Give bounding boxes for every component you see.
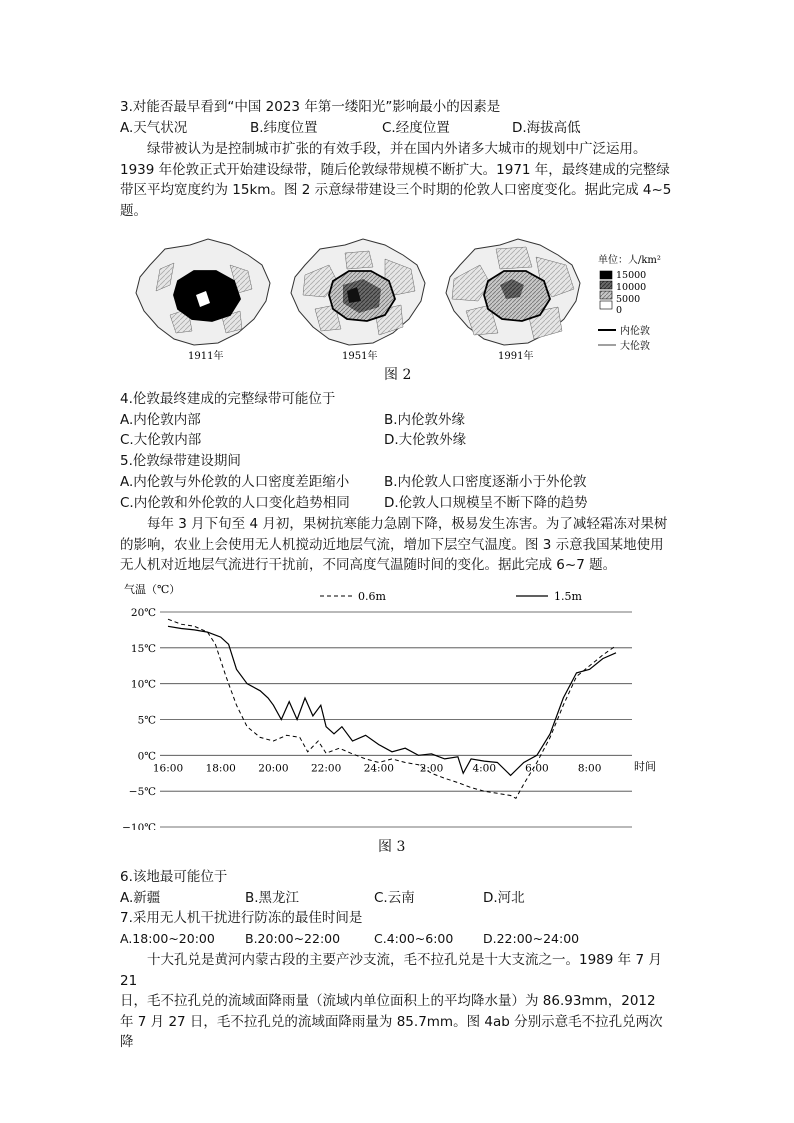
q3-option-c: C.经度位置	[382, 120, 450, 136]
q5-option-b: B.内伦敦人口密度逐渐小于外伦敦	[384, 474, 587, 490]
map-year-1951: 1951年	[342, 351, 378, 362]
legend-swatch-0	[600, 301, 612, 309]
y-tick-label: −10℃	[122, 822, 156, 830]
passage-kongdui-line: 年 7 月 27 日，毛不拉孔兑的流域面降雨量为 85.7mm。图 4ab 分别示意毛不拉孔兑两次降	[120, 1013, 663, 1051]
q7-option-d: D.22:00~24:00	[483, 931, 580, 946]
figure-3-chart	[120, 580, 680, 830]
figure-3-caption: 图 3	[378, 839, 406, 855]
legend-level-10000: 10000	[616, 282, 647, 293]
q6-option-c: C.云南	[374, 890, 415, 906]
x-tick-label: 2:00	[419, 762, 444, 775]
passage-frost-line: 每年 3 月下旬至 4 月初，果树抗寒能力急剧下降，极易发生冻害。为了减轻霜冻对果树	[147, 516, 668, 532]
y-tick-label: 0℃	[137, 750, 156, 763]
x-tick-label: 24:00	[363, 762, 394, 775]
y-tick-label: 15℃	[130, 642, 156, 655]
q4-option-d: D.大伦敦外缘	[384, 432, 467, 448]
map-1991	[446, 239, 580, 345]
legend-inner-label: 内伦敦	[620, 326, 650, 337]
q5-option-d: D.伦敦人口规模呈不断下降的趋势	[384, 495, 588, 511]
x-tick-label: 16:00	[152, 762, 184, 775]
q5-option-c: C.内伦敦和外伦敦的人口变化趋势相同	[120, 495, 350, 511]
passage-frost-line: 的影响，农业上会使用无人机搅动近地层气流，增加下层空气温度。图 3 示意我国某地使用	[120, 536, 664, 553]
passage-greenbelt-line: 1939 年伦敦正式开始建设绿带，随后伦敦绿带规模不断扩大。1971 年，最终建成的完整绿	[120, 161, 670, 178]
passage-frost-line: 无人机对近地层气流进行干扰前，不同高度气温随时间的变化。据此完成 6~7 题。	[120, 557, 617, 574]
q6-option-a: A.新疆	[120, 890, 161, 906]
q7-stem: 7.采用无人机干扰进行防冻的最佳时间是	[120, 910, 363, 926]
passage-greenbelt-line: 绿带被认为是控制城市扩张的有效手段，并在国内外诸多大城市的规划中广泛运用。	[147, 141, 647, 157]
legend-outer-label: 大伦敦	[620, 341, 650, 352]
passage-frost	[120, 514, 676, 576]
legend-level-0: 0	[616, 305, 623, 316]
x-tick-label: 6:00	[525, 762, 549, 775]
legend-swatch-5000	[600, 291, 612, 299]
legend-series-0: 0.6m	[358, 590, 386, 603]
q3-option-a: A.天气状况	[120, 120, 188, 136]
q7-option-a: A.18:00~20:00	[120, 931, 215, 946]
q6-option-d: D.河北	[483, 890, 525, 906]
chart-y-ticks	[122, 607, 156, 830]
q3-option-b: B.纬度位置	[250, 120, 318, 136]
legend-swatch-10000	[600, 281, 612, 289]
chart-grid	[160, 612, 632, 827]
passage-greenbelt-line: 带区平均宽度约为 15km。图 2 示意绿带建设三个时期的伦敦人口密度变化。据此完成 4~5	[120, 182, 672, 199]
y-tick-label: 20℃	[130, 607, 156, 619]
q3-stem: 3.对能否最早看到“中国 2023 年第一缕阳光”影响最小的因素是	[120, 99, 501, 115]
passage-kongdui-line: 日，毛不拉孔兑的流域面降雨量（流域内单位面积上的平均降水量）为 86.93mm，2012	[120, 993, 656, 1010]
q7-option-b: B.20:00~22:00	[245, 931, 341, 946]
passage-greenbelt	[120, 139, 676, 221]
chart-x-ticks	[153, 762, 602, 774]
y-tick-label: −5℃	[128, 786, 156, 799]
q4-option-a: A.内伦敦内部	[120, 412, 201, 428]
legend-level-5000: 5000	[616, 294, 641, 305]
map-1951	[291, 239, 425, 345]
figure-2-caption: 图 2	[384, 367, 412, 383]
legend-unit: 单位：人/km²	[598, 255, 661, 266]
q5-option-a: A.内伦敦与外伦敦的人口密度差距缩小	[120, 474, 350, 490]
legend-level-15000: 15000	[616, 270, 647, 281]
passage-kongdui-line: 十大孔兑是黄河内蒙古段的主要产沙支流，毛不拉孔兑是十大支流之一。1989 年 7 月 21	[120, 952, 662, 989]
y-tick-label: 10℃	[130, 678, 156, 691]
q3-option-d: D.海拔高低	[512, 120, 581, 136]
q4-option-c: C.大伦敦内部	[120, 432, 202, 448]
x-tick-label: 20:00	[258, 762, 289, 775]
map-year-1991: 1991年	[498, 351, 534, 362]
map-1911	[136, 239, 270, 345]
x-tick-label: 8:00	[577, 762, 602, 775]
passage-greenbelt-line: 题。	[120, 202, 147, 219]
q5-stem: 5.伦敦绿带建设期间	[120, 453, 241, 469]
q7-option-c: C.4:00~6:00	[374, 931, 454, 946]
chart-y-axis-label: 气温（℃）	[124, 583, 181, 596]
q6-stem: 6.该地最可能位于	[120, 869, 228, 885]
q4-stem: 4.伦敦最终建成的完整绿带可能位于	[120, 391, 336, 407]
x-tick-label: 4:00	[472, 762, 497, 775]
figure-2-maps	[130, 235, 690, 365]
map-legend	[598, 253, 661, 352]
map-year-1911: 1911年	[188, 351, 224, 362]
legend-swatch-15000	[600, 271, 612, 279]
passage-kongdui	[120, 950, 676, 1053]
y-tick-label: 5℃	[137, 714, 156, 727]
q4-option-b: B.内伦敦外缘	[384, 412, 466, 428]
legend-series-1: 1.5m	[554, 590, 582, 603]
q6-option-b: B.黑龙江	[245, 890, 300, 906]
series-line-1	[168, 626, 616, 775]
x-tick-label: 22:00	[310, 762, 342, 775]
x-tick-label: 18:00	[205, 762, 236, 775]
chart-x-axis-label: 时间	[634, 760, 656, 773]
